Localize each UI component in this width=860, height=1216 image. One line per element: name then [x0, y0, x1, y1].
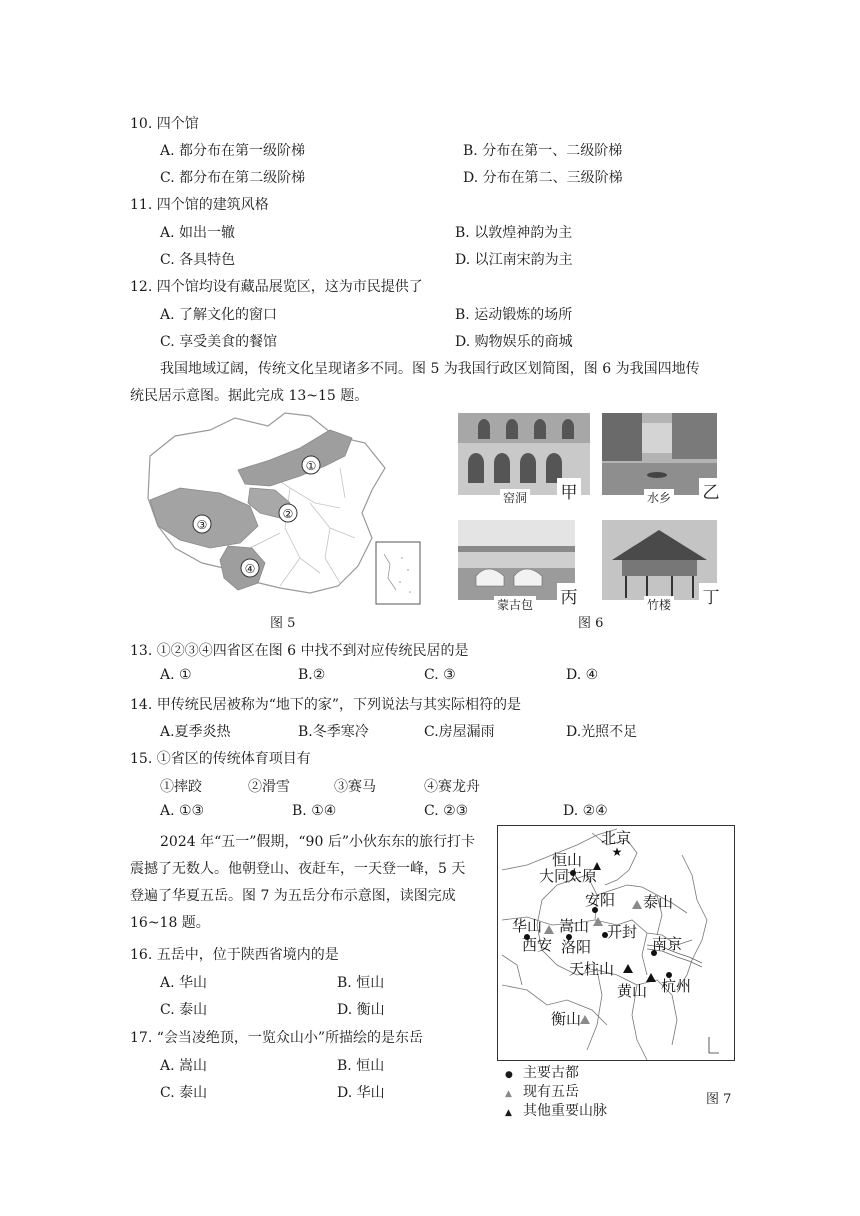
label-xian: 西安: [522, 936, 553, 954]
photo-tag-bing: 丙: [557, 583, 581, 608]
q15-stem: 15. ①省区的传统体育项目有: [130, 751, 311, 767]
q14-option-b: B.冬季寒冷: [298, 724, 369, 740]
q13-option-a: A. ①: [160, 667, 192, 683]
q15-item-2: ②滑雪: [248, 779, 290, 795]
photo-label-yurt: 蒙古包: [494, 596, 536, 613]
q14-option-d: D.光照不足: [566, 724, 638, 740]
q12-option-c: C. 享受美食的餐馆: [160, 334, 278, 350]
intro1-line2: 统民居示意图。据此完成 13~15 题。: [130, 388, 369, 404]
q14-stem: 14. 甲传统民居被称为“地下的家”，下列说法与其实际相符的是: [130, 697, 522, 713]
q14-option-c: C.房屋漏雨: [424, 724, 495, 740]
intro2-line4: 16~18 题。: [130, 915, 210, 931]
figure-7-map: [497, 825, 735, 1061]
label-luoyang: 洛阳: [561, 938, 592, 956]
photo-tag-ding: 丁: [699, 583, 723, 608]
q15-option-c: C. ②③: [424, 803, 469, 819]
fig6-caption: 图 6: [578, 616, 604, 631]
intro2-line3: 登遍了华夏五岳。图 7 为五岳分布示意图，读图完成: [130, 888, 456, 904]
intro2-line1: 2024 年“五一”假期，“90 后”小伙东东的旅行打卡: [160, 834, 475, 850]
intro2-line2: 震撼了无数人。他朝登山、夜赶车，一天登一峰，5 天: [130, 861, 466, 877]
figure-5-map: [140, 408, 440, 608]
q12-option-b: B. 运动锻炼的场所: [455, 307, 573, 323]
photo-label-bamboo: 竹楼: [644, 596, 674, 613]
dot-icon: ●: [505, 1070, 513, 1080]
q15-item-3: ③赛马: [334, 779, 376, 795]
q11-option-b: B. 以敦煌神韵为主: [455, 225, 573, 241]
q17-option-a: A. 嵩山: [160, 1058, 208, 1074]
q13-option-c: C. ③: [424, 667, 456, 683]
q10-stem: 10. 四个馆: [130, 116, 199, 132]
photo-tag-yi: 乙: [699, 478, 723, 503]
label-beijing: 北京: [601, 829, 632, 847]
q17-option-b: B. 恒山: [337, 1058, 385, 1074]
q11-option-a: A. 如出一辙: [160, 225, 236, 241]
q15-option-a: A. ①③: [160, 803, 205, 819]
photo-label-water: 水乡: [644, 489, 674, 506]
q10-option-a: A. 都分布在第一级阶梯: [160, 143, 306, 159]
beijing-star-icon: ★: [611, 845, 623, 859]
fig5-marker-3: ③: [196, 518, 208, 532]
label-songshan: 嵩山: [559, 917, 590, 935]
q15-item-4: ④赛龙舟: [424, 779, 480, 795]
q16-option-d: D. 衡山: [337, 1002, 385, 1018]
q11-option-d: D. 以江南宋韵为主: [455, 252, 573, 268]
label-kaifeng: 开封: [607, 923, 638, 941]
q17-stem: 17. “会当凌绝顶，一览众山小”所描绘的是东岳: [130, 1030, 424, 1046]
label-tianzhushan: 天柱山: [569, 960, 615, 978]
label-hengshan-south: 衡山: [551, 1010, 582, 1028]
label-nanjing: 南京: [652, 935, 683, 953]
q14-option-a: A.夏季炎热: [160, 724, 231, 740]
legend-capital: ● 主要古都: [505, 1065, 607, 1084]
q16-option-b: B. 恒山: [337, 975, 385, 991]
q10-option-c: C. 都分布在第二级阶梯: [160, 170, 306, 186]
q12-option-d: D. 购物娱乐的商城: [455, 334, 573, 350]
q13-option-b: B.②: [298, 667, 326, 683]
fig5-marker-2: ②: [282, 507, 294, 521]
legend-other-mountains: ▲ 其他重要山脉: [505, 1103, 607, 1122]
fig7-caption: 图 7: [706, 1092, 732, 1107]
fig5-marker-4: ④: [244, 562, 256, 576]
legend-five-mountains: ▲ 现有五岳: [505, 1084, 607, 1103]
label-huangshan: 黄山: [617, 982, 648, 1000]
fig5-marker-1: ①: [305, 459, 317, 473]
label-hengshan-north: 恒山: [552, 851, 583, 869]
photo-label-cave: 窑洞: [500, 489, 530, 506]
label-taishan: 泰山: [643, 893, 674, 911]
label-anyang: 安阳: [585, 891, 616, 909]
q16-option-c: C. 泰山: [160, 1002, 208, 1018]
q15-option-b: B. ①④: [292, 803, 337, 819]
label-datong: 大同: [539, 867, 570, 885]
q10-option-b: B. 分布在第一、二级阶梯: [463, 143, 623, 159]
q13-stem: 13. ①②③④四省区在图 6 中找不到对应传统民居的是: [130, 643, 469, 659]
q12-option-a: A. 了解文化的窗口: [160, 307, 278, 323]
q15-option-d: D. ②④: [563, 803, 608, 819]
q12-stem: 12. 四个馆均设有藏品展览区，这为市民提供了: [130, 279, 423, 295]
black-triangle-icon: ▲: [505, 1108, 512, 1118]
fig7-legend: [505, 1065, 607, 1122]
label-hangzhou: 杭州: [661, 977, 692, 995]
q15-item-1: ①摔跤: [160, 779, 202, 795]
q11-stem: 11. 四个馆的建筑风格: [130, 197, 269, 213]
fig5-caption: 图 5: [270, 616, 296, 631]
label-taiyuan: 太原: [567, 867, 598, 885]
intro1-line1: 我国地域辽阔，传统文化呈现诸多不同。图 5 为我国行政区划简图，图 6 为我国四地传: [160, 361, 700, 377]
q16-stem: 16. 五岳中，位于陕西省境内的是: [130, 947, 339, 963]
q11-option-c: C. 各具特色: [160, 252, 236, 268]
q10-option-d: D. 分布在第二、三级阶梯: [463, 170, 623, 186]
q17-option-d: D. 华山: [337, 1085, 385, 1101]
q13-option-d: D. ④: [566, 667, 599, 683]
q16-option-a: A. 华山: [160, 975, 208, 991]
q17-option-c: C. 泰山: [160, 1085, 208, 1101]
label-huashan: 华山: [512, 917, 543, 935]
photo-tag-jia: 甲: [557, 478, 581, 503]
gray-triangle-icon: ▲: [505, 1089, 512, 1099]
